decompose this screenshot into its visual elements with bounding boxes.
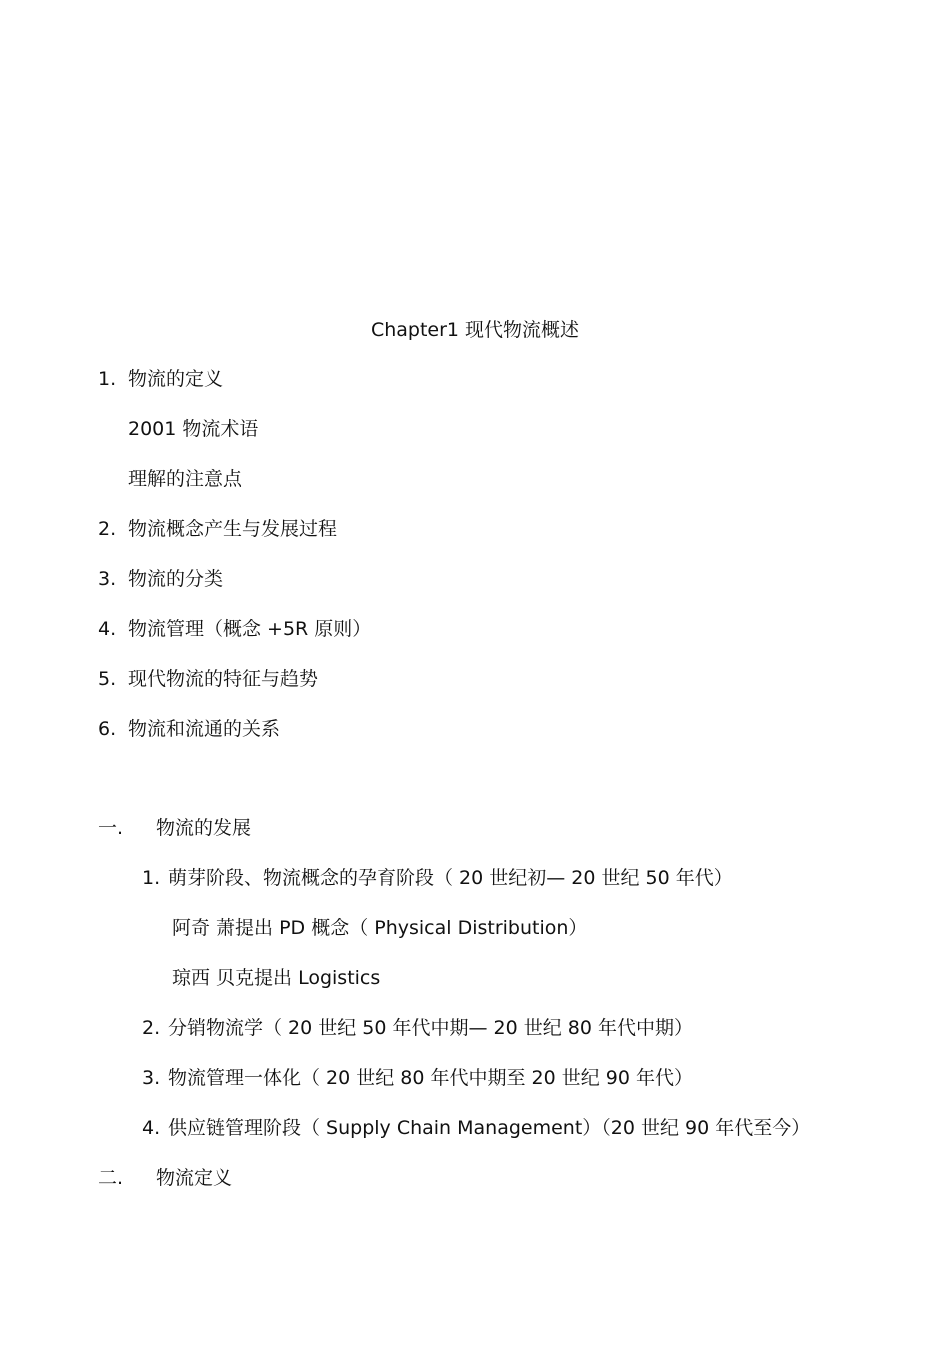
outline-number: 4. bbox=[98, 618, 117, 640]
stage-text: 分销物流学（ 20 世纪 50 年代中期— 20 世纪 80 年代中期） bbox=[168, 1017, 694, 1039]
outline-text: 物流概念产生与发展过程 bbox=[128, 518, 338, 540]
stage-item-3 bbox=[142, 1066, 693, 1090]
stage-text: 物流管理一体化（ 20 世纪 80 年代中期至 20 世纪 90 年代） bbox=[168, 1067, 694, 1089]
stage-number: 3. bbox=[142, 1067, 161, 1089]
stage-item-1 bbox=[142, 866, 733, 890]
outline-item-2 bbox=[98, 517, 337, 541]
section-heading-development bbox=[98, 816, 251, 840]
outline-item-1 bbox=[98, 367, 223, 391]
stage-number: 2. bbox=[142, 1017, 161, 1039]
outline-number: 3. bbox=[98, 568, 117, 590]
outline-subitem-terms: 2001 物流术语 bbox=[128, 418, 259, 440]
stage-note-pd: 阿奇 萧提出 PD 概念（ Physical Distribution） bbox=[172, 917, 588, 939]
outline-item-4 bbox=[98, 617, 371, 641]
outline-item-5 bbox=[98, 667, 318, 691]
section-title: 物流定义 bbox=[156, 1167, 233, 1189]
stage-number: 1. bbox=[142, 867, 161, 889]
stage-item-4 bbox=[142, 1116, 810, 1140]
chapter-title: Chapter1 现代物流概述 bbox=[370, 319, 580, 341]
section-heading-definition bbox=[98, 1166, 232, 1190]
stage-text: 萌芽阶段、物流概念的孕育阶段（ 20 世纪初— 20 世纪 50 年代） bbox=[168, 867, 733, 889]
outline-number: 1. bbox=[98, 368, 117, 390]
stage-item-2 bbox=[142, 1016, 693, 1040]
outline-text: 物流的分类 bbox=[128, 568, 224, 590]
stage-note-logistics: 琼西 贝克提出 Logistics bbox=[172, 967, 381, 989]
outline-item-6 bbox=[98, 717, 280, 741]
outline-subitem-notes: 理解的注意点 bbox=[128, 468, 243, 490]
outline-number: 6. bbox=[98, 718, 117, 740]
section-number: 二. bbox=[98, 1167, 124, 1189]
outline-number: 5. bbox=[98, 668, 117, 690]
section-title: 物流的发展 bbox=[156, 817, 252, 839]
outline-text: 物流和流通的关系 bbox=[128, 718, 281, 740]
outline-text: 物流管理（概念 +5R 原则） bbox=[128, 618, 372, 640]
outline-item-3 bbox=[98, 567, 223, 591]
stage-number: 4. bbox=[142, 1117, 161, 1139]
outline-text: 现代物流的特征与趋势 bbox=[128, 668, 319, 690]
stage-text: 供应链管理阶段（ Supply Chain Management）（20 世纪 90 年代至今） bbox=[168, 1117, 811, 1139]
section-number: 一. bbox=[98, 817, 124, 839]
outline-number: 2. bbox=[98, 518, 117, 540]
outline-text: 物流的定义 bbox=[128, 368, 224, 390]
